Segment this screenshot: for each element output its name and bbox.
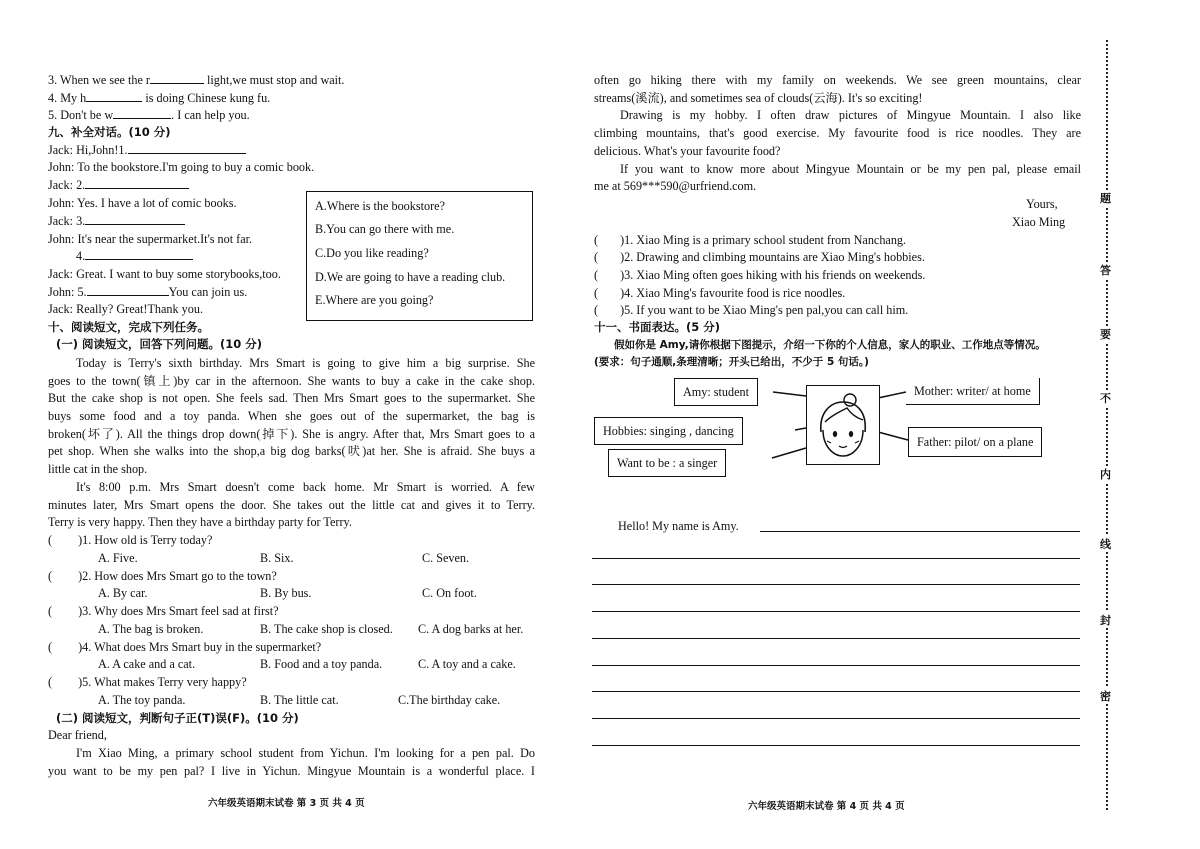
writing-line[interactable]	[592, 691, 1080, 692]
dialog-line-8: Jack: Great. I want to buy some storybooks,too.	[48, 267, 281, 281]
fill-line-5: 5. Don't be w . I can help you.	[48, 108, 250, 122]
story-line: minutes later, Mrs Smart opens the door. She takes out the little cat and gives it to Terry.	[48, 498, 535, 512]
option-e: E.Where are you going?	[315, 293, 434, 307]
letter-sign-yours: Yours,	[1026, 197, 1058, 211]
option-a[interactable]: A. The toy panda.	[98, 693, 186, 707]
fill-line-3: 3. When we see the r light,we must stop and wait.	[48, 73, 345, 87]
writing-line[interactable]	[592, 611, 1080, 612]
part-1-title: (一) 阅读短文，回答下列问题。(10 分)	[56, 337, 263, 351]
letter-line: often go hiking there with my family on weekends. We see green mountains, clear	[594, 73, 1081, 87]
info-box-hobbies: Hobbies: singing , dancing	[594, 417, 743, 445]
writing-line[interactable]	[592, 665, 1080, 666]
info-box-mother: Mother: writer/ at home	[906, 378, 1040, 405]
tf-question-4[interactable]: ( )4. Xiao Ming's favourite food is rice noodles.	[594, 286, 846, 300]
writing-line[interactable]	[592, 745, 1080, 746]
letter-line: If you want to know more about Mingyue Mountain or be my pen pal, please email	[620, 162, 1081, 176]
story-line: broken(坏了). All the things drop down(掉下). She is angry. After that, Mrs Smart goes to a	[48, 427, 535, 441]
writing-line[interactable]	[592, 718, 1080, 719]
question-2[interactable]: ( )2. How does Mrs Smart go to the town?	[48, 569, 277, 583]
margin-char: 要	[1100, 328, 1111, 341]
tf-question-2[interactable]: ( )2. Drawing and climbing mountains are Xiao Ming's hobbies.	[594, 250, 925, 264]
fill-line-4: 4. My h is doing Chinese kung fu.	[48, 91, 271, 105]
option-c[interactable]: C. Seven.	[422, 551, 470, 565]
info-box-amy: Amy: student	[674, 378, 758, 406]
option-b[interactable]: B. The cake shop is closed.	[260, 622, 393, 636]
section-11-title: 十一、书面表达。(5 分)	[594, 320, 721, 334]
section-9-title: 九、补全对话。(10 分)	[48, 125, 171, 139]
dialog-line-2: John: To the bookstore.I'm going to buy a comic book.	[48, 160, 315, 174]
option-b[interactable]: B. Food and a toy panda.	[260, 657, 383, 671]
tf-question-5[interactable]: ( )5. If you want to be Xiao Ming's pen pal,you can call him.	[594, 303, 909, 317]
margin-char: 密	[1100, 690, 1111, 703]
story-line: goes to the town(镇上)by car in the afternoon. She wants to buy a cake in the cake shop.	[48, 374, 535, 388]
margin-char: 线	[1100, 538, 1111, 551]
letter-line: me at 569***590@urfriend.com.	[594, 179, 757, 193]
letter-line: Drawing is my hobby. I often draw pictures of Mingyue Mountain. I also like	[620, 108, 1081, 122]
writing-instruction: 假如你是 Amy,请你根据下图提示，介绍一下你的个人信息，家人的职业、工作地点等情况。	[614, 339, 1046, 351]
option-a: A.Where is the bookstore?	[315, 199, 445, 213]
option-a[interactable]: A. The bag is broken.	[98, 622, 204, 636]
question-5[interactable]: ( )5. What makes Terry very happy?	[48, 675, 247, 689]
girl-portrait-frame	[806, 385, 880, 465]
letter-sign-name: Xiao Ming	[1012, 215, 1066, 229]
margin-char: 不	[1100, 392, 1111, 405]
option-a[interactable]: A. By car.	[98, 586, 148, 600]
letter-line: streams(溪流), and sometimes sea of clouds(云海). It's so exciting!	[594, 91, 923, 105]
story-line: Terry is very happy. Then they have a birthday party for Terry.	[48, 515, 352, 529]
story-line: But the cake shop is not open. She feels sad. Then Mrs Smart goes to the supermarket. She	[48, 391, 535, 405]
tf-question-3[interactable]: ( )3. Xiao Ming often goes hiking with his friends on weekends.	[594, 268, 926, 282]
letter-line: I'm Xiao Ming, a primary school student from Yichun. I'm looking for a pen pal. Do	[76, 746, 535, 760]
option-d: D.We are going to have a reading club.	[315, 270, 506, 284]
tf-question-1[interactable]: ( )1. Xiao Ming is a primary school student from Nanchang.	[594, 233, 907, 247]
option-a[interactable]: A. Five.	[98, 551, 138, 565]
section-10-title: 十、阅读短文，完成下列任务。	[48, 320, 209, 334]
page-4-footer: 六年级英语期末试卷 第 4 页 共 4 页	[748, 801, 905, 812]
question-1[interactable]: ( )1. How old is Terry today?	[48, 533, 213, 547]
dialog-line-10: Jack: Really? Great!Thank you.	[48, 302, 203, 316]
girl-face-icon	[807, 386, 879, 464]
margin-char: 封	[1100, 614, 1111, 627]
option-c: C.Do you like reading?	[315, 246, 429, 260]
dialog-line-6: John: It's near the supermarket.It's not far.	[48, 232, 253, 246]
story-line: It's 8:00 p.m. Mrs Smart doesn't come back home. Mr Smart is worried. A few	[76, 480, 535, 494]
option-c[interactable]: C. A toy and a cake.	[418, 657, 516, 671]
story-line: pet shop. When she walks into the shop,a big dog barks(吠)at her. She is afraid. She buys a	[48, 444, 535, 458]
dialog-line-7: 4.	[76, 248, 193, 265]
option-c[interactable]: C. On foot.	[422, 586, 477, 600]
option-b[interactable]: B. By bus.	[260, 586, 312, 600]
question-3[interactable]: ( )3. Why does Mrs Smart feel sad at first?	[48, 604, 279, 618]
option-b: B.You can go there with me.	[315, 222, 455, 236]
option-b[interactable]: B. Six.	[260, 551, 294, 565]
margin-char: 答	[1100, 264, 1111, 277]
page-3-footer: 六年级英语期末试卷 第 3 页 共 4 页	[208, 798, 365, 809]
margin-char: 内	[1100, 468, 1111, 481]
writing-line[interactable]	[592, 558, 1080, 559]
writing-line[interactable]	[760, 531, 1080, 532]
writing-requirement: (要求：句子通顺,条理清晰；开头已给出，不少于 5 句话。)	[594, 356, 869, 368]
letter-line: climbing mountains, that's good exercise. My favourite food is rice noodles. They are	[594, 126, 1081, 140]
part-2-title: (二) 阅读短文，判断句子正(T)误(F)。(10 分)	[56, 711, 299, 725]
option-a[interactable]: A. A cake and a cat.	[98, 657, 196, 671]
dialog-line-3: Jack: 2.	[48, 177, 189, 194]
letter-line: you want to be my pen pal? I live in Yichun. Mingyue Mountain is a wonderful place. I	[48, 764, 535, 778]
writing-start: Hello! My name is Amy.	[618, 519, 739, 533]
dialog-line-9: John: 5. You can join us.	[48, 285, 248, 299]
letter-line: delicious. What's your favourite food?	[594, 144, 781, 158]
info-box-father: Father: pilot/ on a plane	[908, 427, 1042, 457]
option-b[interactable]: B. The little cat.	[260, 693, 339, 707]
story-line: Today is Terry's sixth birthday. Mrs Smart is going to give him a big surprise. She	[76, 356, 535, 370]
dialog-line-1: Jack: Hi,John!1.	[48, 142, 246, 159]
writing-line[interactable]	[592, 584, 1080, 585]
option-c[interactable]: C.The birthday cake.	[398, 693, 501, 707]
letter-greeting: Dear friend,	[48, 728, 107, 742]
margin-char: 题	[1100, 192, 1111, 205]
story-line: buys some food and a toy panda. When she goes out of the supermarket, the bag is	[48, 409, 535, 423]
info-box-want: Want to be : a singer	[608, 449, 726, 477]
question-4[interactable]: ( )4. What does Mrs Smart buy in the supermarket?	[48, 640, 322, 654]
dialog-line-5: Jack: 3.	[48, 213, 185, 230]
story-line: little cat in the shop.	[48, 462, 148, 476]
dialog-line-4: John: Yes. I have a lot of comic books.	[48, 196, 237, 210]
option-c[interactable]: C. A dog barks at her.	[418, 622, 524, 636]
writing-line[interactable]	[592, 638, 1080, 639]
